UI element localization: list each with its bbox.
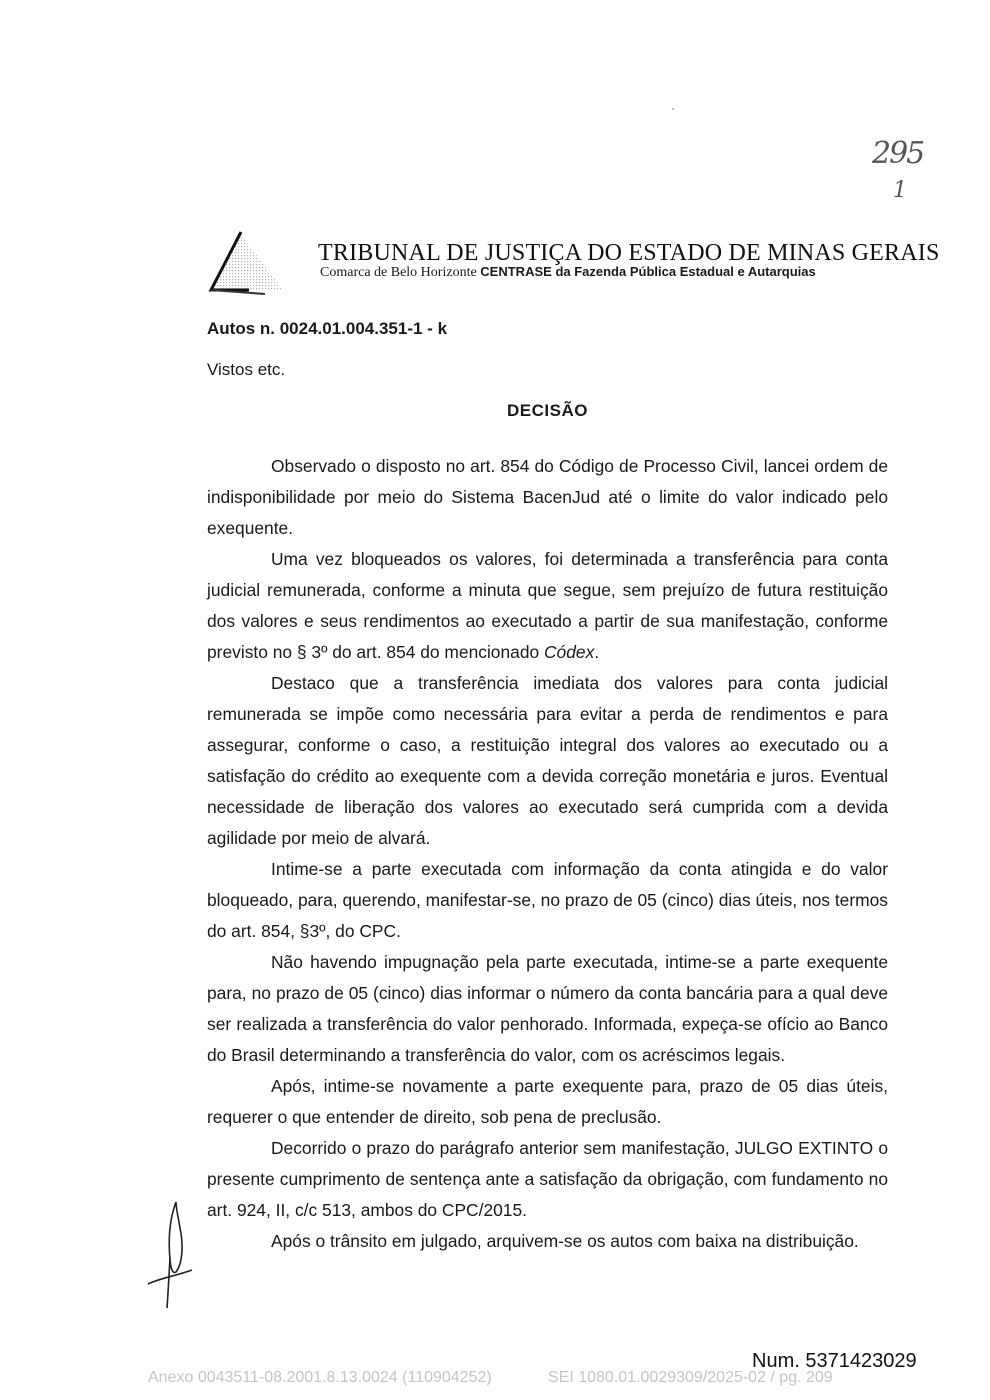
court-subtitle bbox=[320, 264, 816, 281]
paragraph-4: Intime-se a parte executada com informação da conta atingida e do valor bloqueado, para, querendo, manifestar-se, no prazo de 05 (cinco) dias úteis, nos termos do art. 854, §3º, do CPC. bbox=[207, 859, 888, 941]
document-number: Num. 5371423029 bbox=[752, 1350, 917, 1372]
codex-end: . bbox=[594, 642, 600, 662]
handwritten-signature bbox=[140, 1198, 200, 1310]
paragraph-2-text: Uma vez bloqueados os valores, foi determinada a transferência para conta judicial remunerada, conforme a minuta que segue, sem prejuízo de futura restituição dos valores e seus rendimentos ao executado a partir de sua manifestação, conforme previsto no § 3º do art. 854 do mencionado bbox=[207, 549, 888, 662]
decision-heading: DECISÃO bbox=[507, 401, 588, 420]
paragraph-5: Não havendo impugnação pela parte executada, intime-se a parte exequente para, no prazo de 05 (cinco) dias informar o número da conta bancária para a qual deve ser realizada a transferência do valor penhorado. Informada, expeça-se ofício ao Banco do Brasil determinando a transferência do valor, com os acréscimos legais. bbox=[207, 952, 888, 1065]
court-subtitle-rest: da Fazenda Pública Estadual e Autarquias bbox=[555, 264, 816, 279]
paragraph-6: Após, intime-se novamente a parte exequente para, prazo de 05 dias úteis, requerer o que entender de direito, sob pena de preclusão. bbox=[207, 1076, 888, 1127]
footer-annex: Anexo 0043511-08.2001.8.13.0024 (110904252) bbox=[148, 1369, 492, 1386]
court-subtitle-comarca: Comarca de Belo Horizonte bbox=[320, 265, 477, 280]
paragraph-2 bbox=[207, 544, 888, 668]
paragraph-7: Decorrido o prazo do parágrafo anterior sem manifestação, JULGO EXTINTO o presente cumprimento de sentença ante a satisfação da obrigação, com fundamento no art. 924, II, c/c 513, ambos do CPC/2015. bbox=[207, 1138, 888, 1220]
court-subtitle-centrase: CENTRASE bbox=[480, 264, 552, 279]
court-logo-icon bbox=[205, 228, 283, 296]
paragraph-8: Após o trânsito em julgado, arquivem-se os autos com baixa na distribuição. bbox=[271, 1231, 859, 1251]
handwritten-mark: 1 bbox=[893, 178, 907, 203]
footer-sei: SEI 1080.01.0029309/2025-02 / pg. 209 bbox=[548, 1369, 833, 1386]
paragraph-1: Observado o disposto no art. 854 do Código de Processo Civil, lancei ordem de indisponibilidade por meio do Sistema BacenJud até o limite do valor indicado pelo exequente. bbox=[207, 456, 888, 538]
scan-speck bbox=[672, 108, 674, 110]
case-number: Autos n. 0024.01.004.351-1 - k bbox=[207, 319, 448, 338]
paragraph-3: Destaco que a transferência imediata dos valores para conta judicial remunerada se impõe como necessária para evitar a perda de rendimentos e para assegurar, conforme o caso, a restituição integral dos valores ao executado ou a satisfação do crédito ao exequente com a devida correção monetária e juros. Eventual necessidade de liberação dos valores ao executado será cumprida com a devida agilidade por meio de alvará. bbox=[207, 673, 888, 848]
decision-body bbox=[207, 451, 888, 1257]
codex-word: Códex bbox=[544, 642, 595, 662]
salutation: Vistos etc. bbox=[207, 360, 286, 379]
handwritten-page-number: 295 bbox=[872, 136, 924, 171]
court-name: TRIBUNAL DE JUSTIÇA DO ESTADO DE MINAS GERAIS bbox=[318, 240, 940, 266]
